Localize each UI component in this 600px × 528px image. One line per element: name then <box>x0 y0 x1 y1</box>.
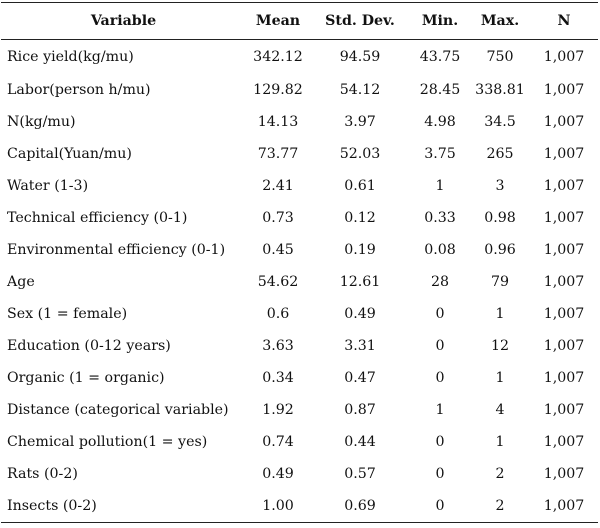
cell-variable: Technical efficiency (0-1) <box>7 210 188 226</box>
cell-mean: 0.6 <box>266 306 290 322</box>
cell-mean: 0.73 <box>262 210 294 226</box>
cell-max: 1 <box>495 370 505 386</box>
cell-max: 265 <box>486 146 514 162</box>
cell-mean: 342.12 <box>253 49 303 65</box>
table-row <box>1 40 598 75</box>
cell-max: 79 <box>490 274 510 290</box>
cell-n: 1,007 <box>543 434 585 450</box>
cell-std-dev: 3.97 <box>344 114 376 130</box>
cell-mean: 54.62 <box>257 274 299 290</box>
summary-statistics-table <box>1 2 598 523</box>
cell-std-dev: 0.47 <box>344 370 376 386</box>
cell-n: 1,007 <box>543 306 585 322</box>
header-max: Max. <box>470 3 530 40</box>
table-row <box>1 266 598 298</box>
table-row <box>1 138 598 170</box>
cell-max: 3 <box>495 178 505 194</box>
cell-min: 0 <box>435 370 445 386</box>
cell-n: 1,007 <box>543 114 585 130</box>
cell-mean: 0.49 <box>262 466 294 482</box>
table-row <box>1 74 598 106</box>
cell-min: 1 <box>435 178 445 194</box>
cell-min: 28 <box>430 274 450 290</box>
cell-min: 43.75 <box>419 49 461 65</box>
cell-n: 1,007 <box>543 466 585 482</box>
cell-min: 0 <box>435 306 445 322</box>
table-row <box>1 394 598 426</box>
cell-min: 0 <box>410 490 470 523</box>
cell-max: 0.96 <box>484 242 516 258</box>
cell-mean: 1.92 <box>262 402 294 418</box>
table-row <box>1 458 598 490</box>
cell-variable: Age <box>7 274 35 290</box>
cell-min: 28.45 <box>419 82 461 98</box>
cell-min: 3.75 <box>424 146 456 162</box>
cell-mean: 0.74 <box>262 434 294 450</box>
cell-variable: Capital(Yuan/mu) <box>7 146 132 162</box>
cell-min: 4.98 <box>424 114 456 130</box>
cell-n: 1,007 <box>543 178 585 194</box>
header-variable: Variable <box>1 3 246 40</box>
cell-min: 0.08 <box>424 242 456 258</box>
cell-n: 1,007 <box>543 338 585 354</box>
cell-std-dev: 0.61 <box>344 178 376 194</box>
cell-variable: Education (0-12 years) <box>7 338 171 354</box>
cell-max: 1 <box>495 306 505 322</box>
cell-n: 1,007 <box>543 242 585 258</box>
cell-min: 1 <box>435 402 445 418</box>
cell-mean: 14.13 <box>257 114 299 130</box>
cell-n: 1,007 <box>543 82 585 98</box>
cell-mean: 129.82 <box>253 82 303 98</box>
cell-max: 12 <box>490 338 510 354</box>
cell-max: 2 <box>495 466 505 482</box>
cell-std-dev: 0.12 <box>344 210 376 226</box>
table-row <box>1 234 598 266</box>
cell-mean: 0.34 <box>262 370 294 386</box>
cell-n: 1,007 <box>543 274 585 290</box>
table-row <box>1 330 598 362</box>
cell-n: 1,007 <box>543 146 585 162</box>
table-row <box>1 298 598 330</box>
cell-max: 4 <box>495 402 505 418</box>
header-row <box>1 3 598 40</box>
cell-mean: 73.77 <box>257 146 299 162</box>
cell-variable: Insects (0-2) <box>1 490 246 523</box>
cell-max: 750 <box>486 49 514 65</box>
table-header <box>1 3 598 40</box>
table-row <box>1 202 598 234</box>
cell-std-dev: 52.03 <box>339 146 381 162</box>
cell-std-dev: 0.87 <box>344 402 376 418</box>
cell-max: 338.81 <box>475 82 525 98</box>
cell-min: 0 <box>435 434 445 450</box>
cell-std-dev: 12.61 <box>339 274 381 290</box>
cell-variable: N(kg/mu) <box>7 114 76 130</box>
cell-max: 34.5 <box>484 114 516 130</box>
cell-std-dev: 3.31 <box>344 338 376 354</box>
cell-std-dev: 0.57 <box>344 466 376 482</box>
summary-statistics-table-container <box>1 2 598 523</box>
cell-variable: Rice yield(kg/mu) <box>7 49 134 65</box>
cell-mean: 1.00 <box>246 490 310 523</box>
cell-max: 0.98 <box>484 210 516 226</box>
cell-std-dev: 0.49 <box>344 306 376 322</box>
header-n: N <box>530 3 598 40</box>
cell-variable: Labor(person h/mu) <box>7 82 151 98</box>
cell-std-dev: 0.19 <box>344 242 376 258</box>
table-row <box>1 490 598 523</box>
table-row <box>1 170 598 202</box>
header-std-dev: Std. Dev. <box>310 3 410 40</box>
header-mean: Mean <box>246 3 310 40</box>
cell-std-dev: 0.44 <box>344 434 376 450</box>
cell-std-dev: 0.69 <box>310 490 410 523</box>
cell-variable: Chemical pollution(1 = yes) <box>7 434 208 450</box>
cell-min: 0 <box>435 466 445 482</box>
table-row <box>1 362 598 394</box>
cell-std-dev: 94.59 <box>339 49 381 65</box>
cell-variable: Rats (0-2) <box>7 466 78 482</box>
table-row <box>1 106 598 138</box>
cell-variable: Environmental efficiency (0-1) <box>7 242 226 258</box>
cell-max: 2 <box>470 490 530 523</box>
cell-variable: Water (1-3) <box>7 178 89 194</box>
table-body <box>1 40 598 523</box>
cell-n: 1,007 <box>530 490 598 523</box>
cell-variable: Distance (categorical variable) <box>7 402 229 418</box>
cell-variable: Sex (1 = female) <box>7 306 128 322</box>
cell-mean: 0.45 <box>262 242 294 258</box>
cell-mean: 3.63 <box>262 338 294 354</box>
cell-n: 1,007 <box>543 370 585 386</box>
cell-mean: 2.41 <box>262 178 294 194</box>
cell-std-dev: 54.12 <box>339 82 381 98</box>
cell-n: 1,007 <box>543 210 585 226</box>
cell-n: 1,007 <box>543 402 585 418</box>
cell-min: 0 <box>435 338 445 354</box>
cell-min: 0.33 <box>424 210 456 226</box>
cell-max: 1 <box>495 434 505 450</box>
table-row <box>1 426 598 458</box>
cell-n: 1,007 <box>543 49 585 65</box>
cell-variable: Organic (1 = organic) <box>7 370 165 386</box>
header-min: Min. <box>410 3 470 40</box>
